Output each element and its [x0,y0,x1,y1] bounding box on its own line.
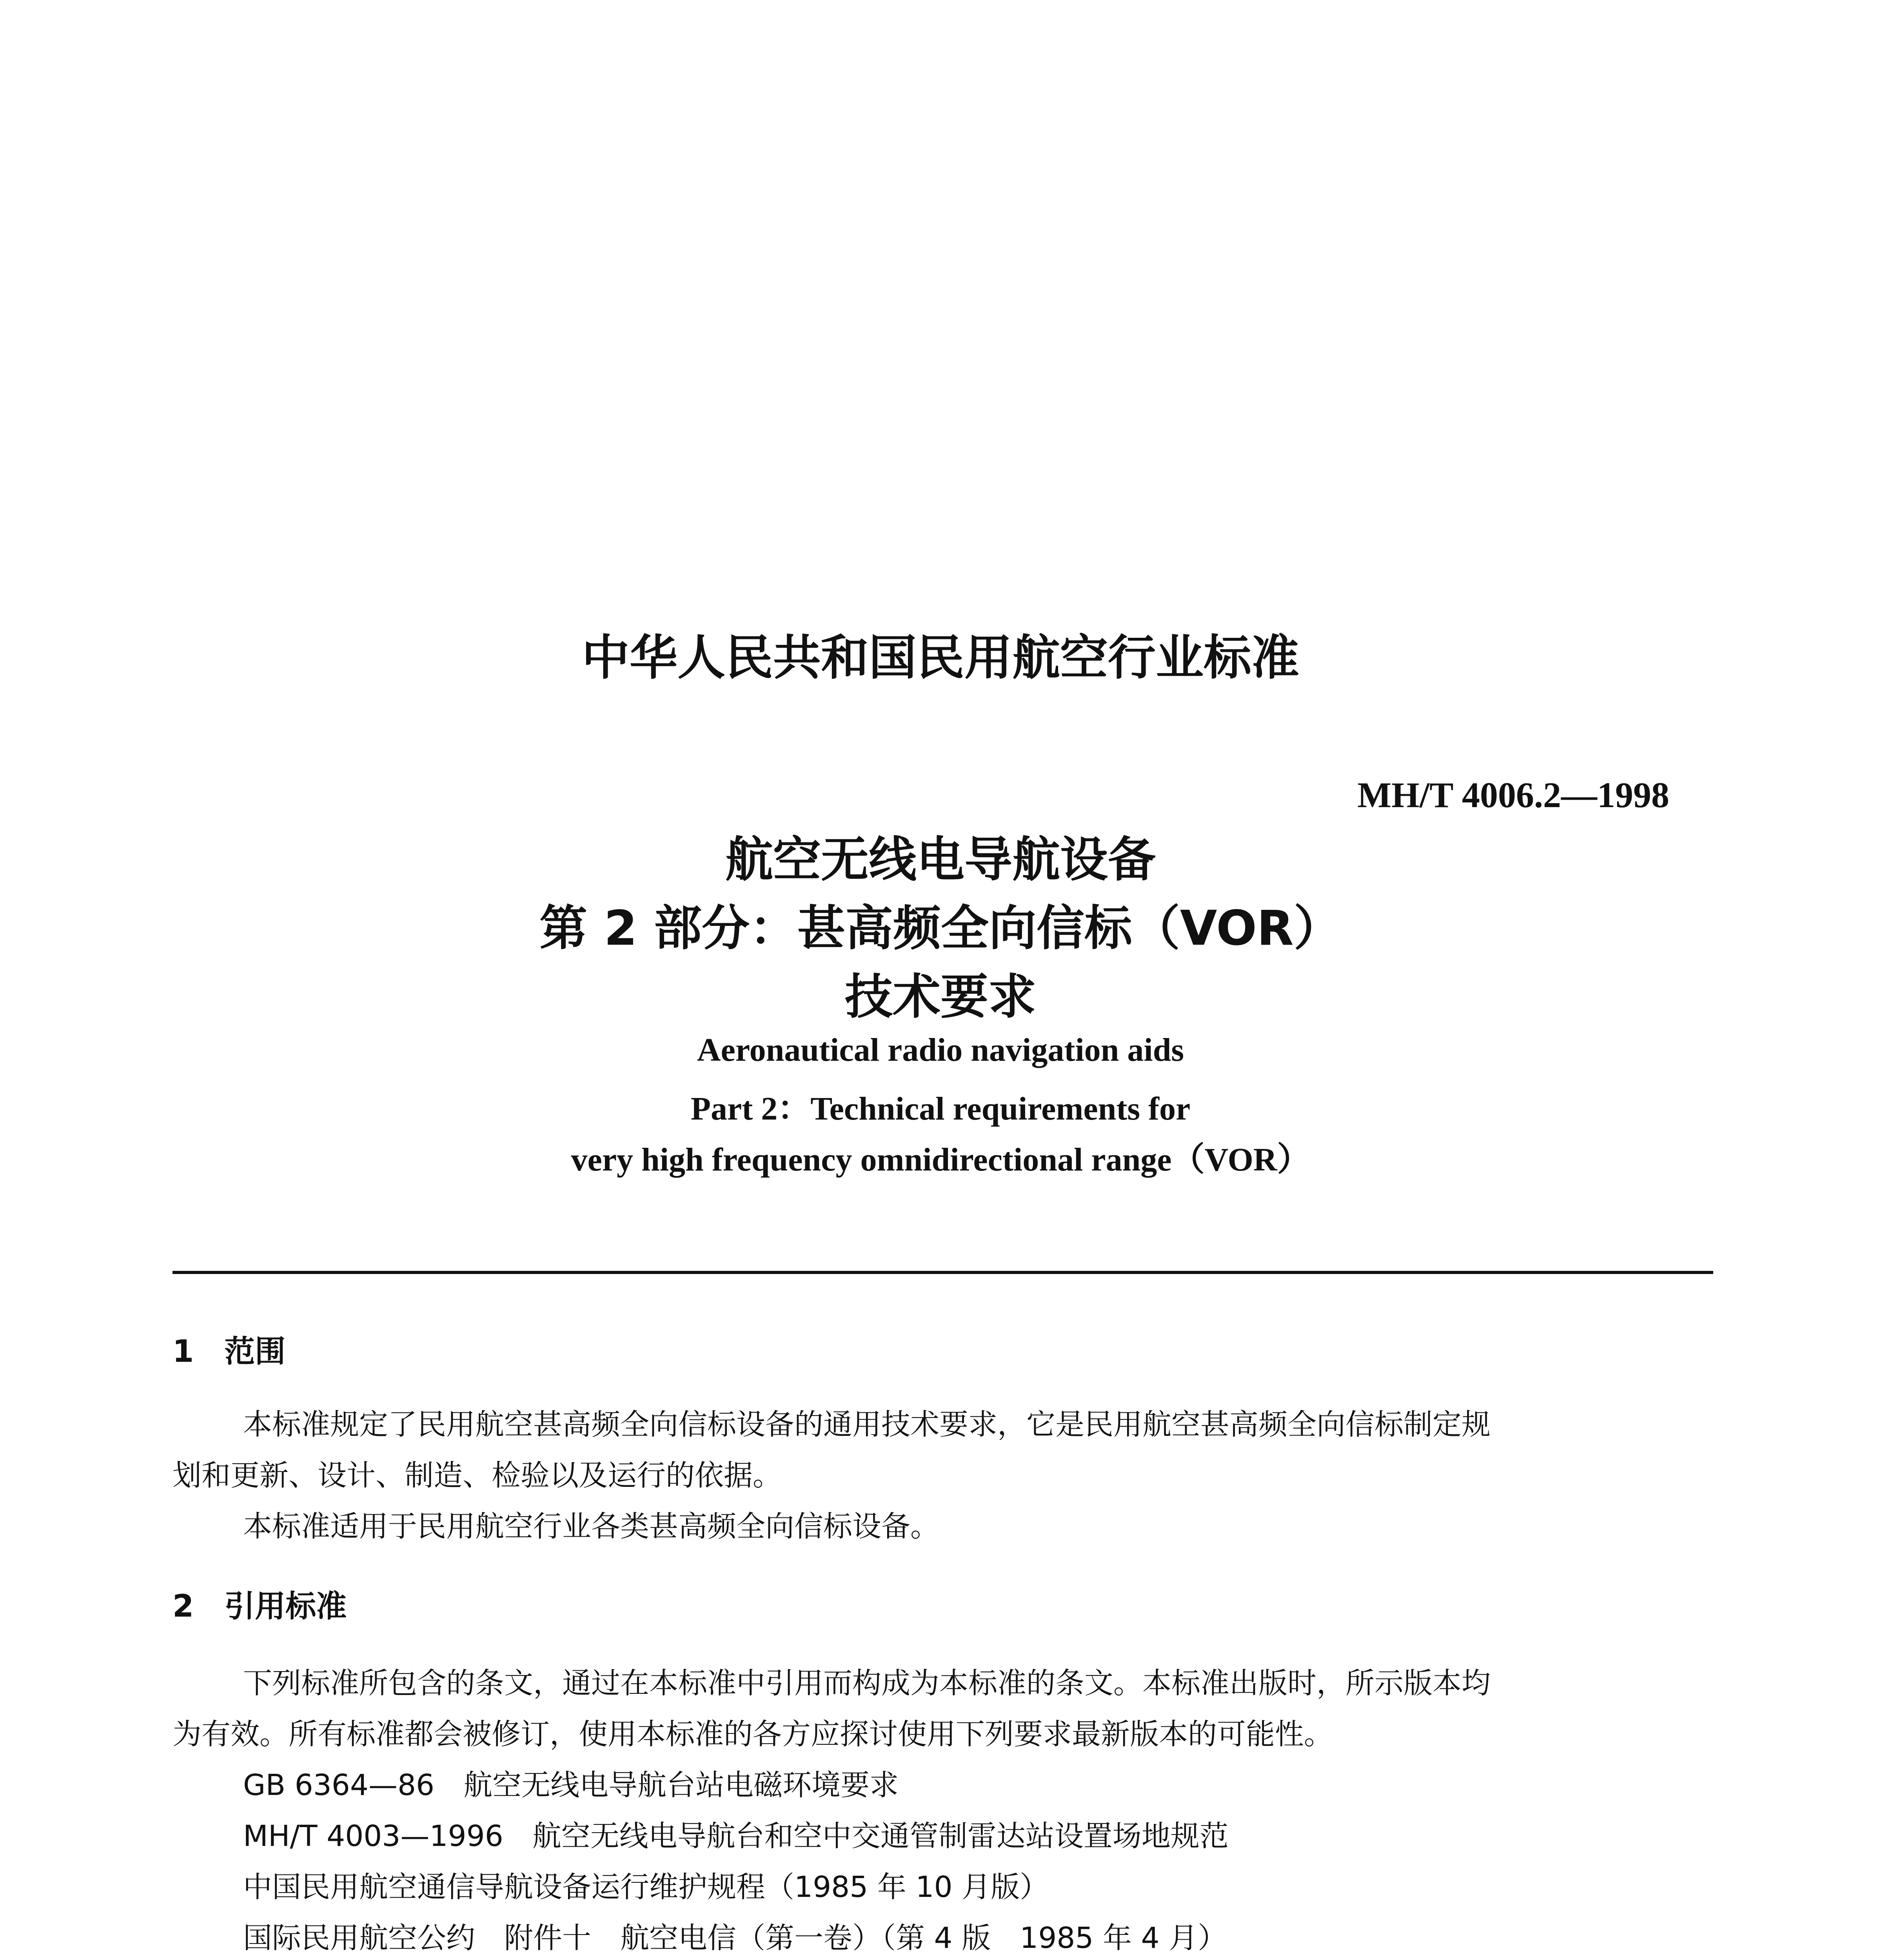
section-1-paragraph-2: 本标准适用于民用航空行业各类甚高频全向信标设备。 [243,1510,939,1543]
section-2-paragraph-line-2: 为有效。所有标准都会被修订，使用本标准的各方应探讨使用下列要求最新版本的可能性。 [172,1717,1333,1751]
section-1-paragraph-1-line-1: 本标准规定了民用航空甚高频全向信标设备的通用技术要求，它是民用航空甚高频全向信标制定规 [243,1408,1491,1441]
title-divider [172,1271,1713,1274]
section-2-heading: 2 引用标准 [172,1589,347,1624]
document-title-line-3: 技术要求 [845,969,1036,1025]
document-title-line-1: 航空无线电导航设备 [725,832,1156,887]
section-1-paragraph-1-line-2: 划和更新、设计、制造、检验以及运行的依据。 [172,1459,782,1492]
reference-item: 国际民用航空公约 附件十 航空电信（第一卷）（第 4 版 1985 年 4 月） [243,1921,1227,1955]
document-title-line-2: 第 2 部分：甚高频全向信标（VOR） [539,900,1342,956]
english-title-line-1: Aeronautical radio navigation aids [697,1032,1184,1068]
section-1-heading: 1 范围 [172,1334,286,1369]
reference-item: GB 6364—86 航空无线电导航台站电磁环境要求 [243,1768,899,1802]
section-2-paragraph-line-1: 下列标准所包含的条文，通过在本标准中引用而构成为本标准的条文。本标准出版时，所示版本均 [243,1666,1491,1700]
reference-item: MH/T 4003—1996 航空无线电导航台和空中交通管制雷达站设置场地规范 [243,1819,1229,1853]
english-title-line-3: very high frequency omnidirectional range（VOR） [571,1142,1310,1178]
standard-code: MH/T 4006.2—1998 [1357,775,1669,815]
standard-category-title: 中华人民共和国民用航空行业标准 [582,630,1299,686]
reference-item: 中国民用航空通信导航设备运行维护规程（1985 年 10 月版） [243,1870,1049,1904]
english-title-line-2: Part 2：Technical requirements for [690,1091,1191,1127]
